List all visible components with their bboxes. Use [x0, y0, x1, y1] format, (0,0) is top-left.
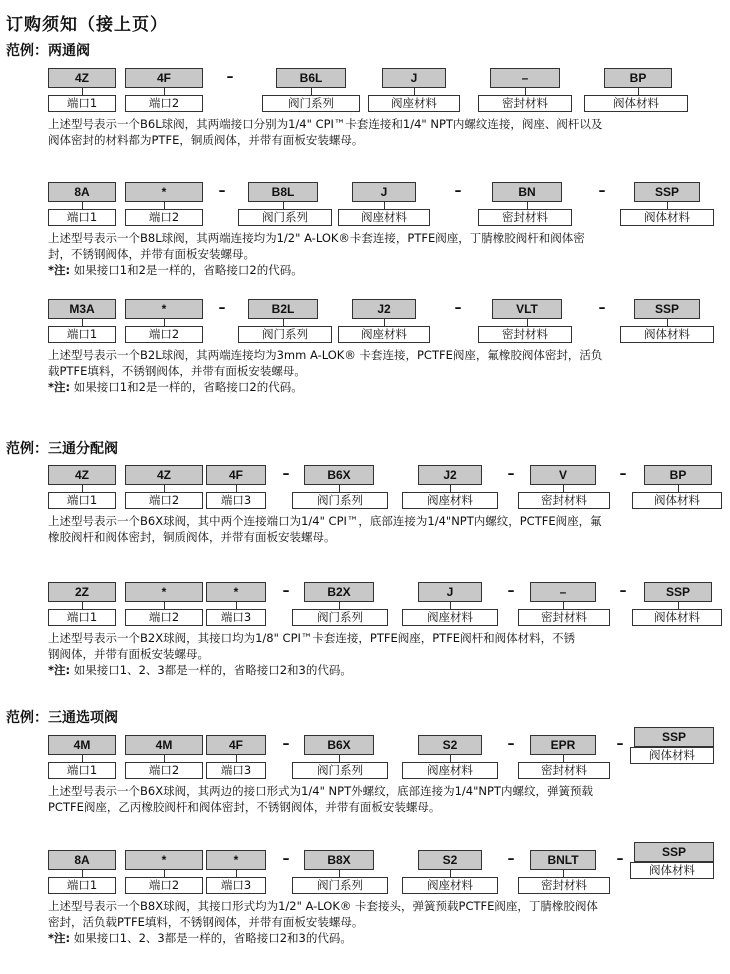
connector-line [450, 485, 451, 492]
connector-line [82, 755, 83, 762]
code-box: M3A [48, 299, 116, 319]
note-line [48, 662, 352, 678]
dash-separator: – [616, 851, 624, 867]
connector-line [164, 485, 165, 492]
field-label: 端口1 [48, 762, 116, 779]
field-label: 阀体材料 [620, 209, 714, 226]
note-text: 如果接口1和2是一样的，省略接口2的代码。 [70, 380, 303, 394]
description-line: 上述型号表示一个B2L球阀，其两端连接均为3mm A-LOK® 卡套连接，PCTFE阀座，氟橡胶阀体密封，活负 [48, 348, 603, 362]
code-box: V [530, 465, 596, 485]
connector-line [563, 485, 564, 492]
field-label: 密封材料 [518, 609, 610, 626]
connector-line [283, 202, 284, 209]
field-label: 端口3 [206, 492, 266, 509]
code-box: S2 [418, 735, 482, 755]
connector-line [236, 602, 237, 609]
connector-line [450, 870, 451, 877]
description-line: 钢阀体，并带有面板安装螺母。 [48, 647, 209, 661]
field-label: 密封材料 [518, 492, 610, 509]
code-box: BP [604, 68, 672, 88]
field-label: 阀座材料 [402, 609, 498, 626]
dash-separator: – [218, 300, 226, 316]
field-label: 阀体材料 [620, 326, 714, 343]
code-box: VLT [492, 299, 562, 319]
code-box: B2X [304, 582, 374, 602]
connector-line [638, 88, 639, 95]
code-box: * [125, 850, 203, 870]
field-label: 端口3 [206, 762, 266, 779]
code-box: S2 [418, 850, 482, 870]
connector-line [82, 88, 83, 95]
code-box: SSP [634, 842, 714, 862]
dash-separator: – [598, 183, 606, 199]
field-label: 阀座材料 [402, 877, 498, 894]
code-box: * [125, 582, 203, 602]
field-label: 端口2 [125, 209, 203, 226]
field-label: 端口3 [206, 609, 266, 626]
connector-line [339, 755, 340, 762]
field-label: 端口2 [125, 95, 203, 112]
connector-line [164, 202, 165, 209]
connector-line [563, 755, 564, 762]
note-line [48, 930, 352, 946]
code-box: EPR [530, 735, 596, 755]
code-box: 4F [206, 465, 266, 485]
connector-line [164, 602, 165, 609]
note-prefix: *注: [48, 931, 71, 945]
field-label: 阀座材料 [338, 326, 430, 343]
connector-line [384, 202, 385, 209]
field-label: 阀体材料 [584, 95, 688, 112]
code-box: B6X [304, 465, 374, 485]
field-label: 端口2 [125, 877, 203, 894]
dash-separator: – [619, 466, 627, 482]
dash-separator: – [507, 466, 515, 482]
code-box: BP [644, 465, 712, 485]
note-line [48, 379, 303, 395]
description-line: 阀体密封的材料都为PTFE，铜质阀体，并带有面板安装螺母。 [48, 133, 364, 147]
field-label: 阀门系列 [292, 762, 388, 779]
code-box: * [206, 582, 266, 602]
field-label: 密封材料 [518, 877, 610, 894]
dash-separator: – [454, 300, 462, 316]
dash-separator: – [282, 583, 290, 599]
field-label: 阀门系列 [292, 609, 388, 626]
field-label: 端口1 [48, 492, 116, 509]
field-label: 端口3 [206, 877, 266, 894]
code-box: B6X [304, 735, 374, 755]
field-label: 端口1 [48, 877, 116, 894]
description-line: 上述型号表示一个B8L球阀，其两端连接均为1/2" A-LOK®卡套连接，PTFE阀座，丁腈橡胶阀杆和阀体密 [48, 231, 585, 245]
connector-line [384, 319, 385, 326]
dash-separator: – [226, 69, 234, 85]
dash-separator: – [507, 583, 515, 599]
code-box: J [418, 582, 482, 602]
field-label: 阀门系列 [262, 95, 360, 112]
connector-line [525, 88, 526, 95]
dash-separator: – [282, 466, 290, 482]
field-label: 密封材料 [478, 326, 572, 343]
connector-line [527, 319, 528, 326]
field-label: 阀座材料 [402, 762, 498, 779]
description-line: 载PTFE填料，不锈钢阀体，并带有面板安装螺母。 [48, 364, 306, 378]
field-label: 端口1 [48, 609, 116, 626]
description-line: 上述型号表示一个B2X球阀，其接口均为1/8" CPI™卡套连接，PTFE阀座，PTFE阀杆和阀体材料，不锈 [48, 631, 576, 645]
field-label: 阀体材料 [630, 862, 714, 879]
connector-line [678, 602, 679, 609]
field-label: 阀门系列 [238, 326, 332, 343]
connector-line [339, 870, 340, 877]
code-box: 8A [48, 850, 116, 870]
code-box: 4F [206, 735, 266, 755]
field-label: 端口2 [125, 492, 203, 509]
field-label: 端口2 [125, 609, 203, 626]
code-box: 8A [48, 182, 116, 202]
dash-separator: – [282, 851, 290, 867]
connector-line [236, 755, 237, 762]
code-box: * [125, 182, 203, 202]
description-line: 上述型号表示一个B6X球阀，其两边的接口形式为1/4" NPT外螺纹，底部连接为1/4"NPT内螺纹，弹簧预载 [48, 784, 593, 798]
connector-line [236, 870, 237, 877]
connector-line [164, 88, 165, 95]
field-label: 阀门系列 [238, 209, 332, 226]
connector-line [450, 755, 451, 762]
field-label: 阀门系列 [292, 492, 388, 509]
field-label: 端口1 [48, 95, 116, 112]
field-label: 密封材料 [478, 209, 572, 226]
connector-line [82, 870, 83, 877]
connector-line [82, 485, 83, 492]
field-label: 端口1 [48, 209, 116, 226]
code-box: B8L [248, 182, 318, 202]
note-prefix: *注: [48, 663, 71, 677]
note-text: 如果接口1和2是一样的，省略接口2的代码。 [70, 263, 303, 277]
connector-line [339, 602, 340, 609]
description-line: 上述型号表示一个B6X球阀，其中两个连接端口为1/4" CPI™，底部连接为1/4"NPT内螺纹，PCTFE阀座，氟 [48, 514, 602, 528]
code-box: J2 [352, 299, 416, 319]
dash-separator: – [454, 183, 462, 199]
code-box: BNLT [530, 850, 596, 870]
field-label: 阀体材料 [632, 492, 722, 509]
connector-line [236, 485, 237, 492]
section-heading: 范例：三通分配阀 [6, 441, 118, 457]
connector-line [164, 755, 165, 762]
section-heading: 范例：两通阀 [6, 43, 90, 59]
field-label: 阀体材料 [632, 609, 722, 626]
code-box: 4F [125, 68, 203, 88]
note-text: 如果接口1、2、3都是一样的，省略接口2和3的代码。 [70, 663, 352, 677]
connector-line [311, 88, 312, 95]
field-label: 密封材料 [478, 95, 572, 112]
note-prefix: *注: [48, 380, 71, 394]
code-box: 4Z [48, 465, 116, 485]
dash-separator: – [282, 736, 290, 752]
field-label: 阀座材料 [402, 492, 498, 509]
code-box: SSP [644, 582, 712, 602]
code-box: – [530, 582, 596, 602]
note-line [48, 262, 303, 278]
page-title: 订购须知（接上页） [6, 15, 168, 35]
code-box: 4Z [48, 68, 116, 88]
description-line: 上述型号表示一个B6L球阀，其两端接口分别为1/4" CPI™卡套连接和1/4" NPT内螺纹连接，阀座、阀杆以及 [48, 117, 603, 131]
connector-line [527, 202, 528, 209]
dash-separator: – [619, 583, 627, 599]
code-box: J2 [418, 465, 482, 485]
description-line: 橡胶阀杆和阀体密封，铜质阀体，并带有面板安装螺母。 [48, 530, 336, 544]
field-label: 阀座材料 [338, 209, 430, 226]
code-box: J [382, 68, 446, 88]
code-box: B8X [304, 850, 374, 870]
connector-line [82, 202, 83, 209]
code-box: 2Z [48, 582, 116, 602]
connector-line [563, 870, 564, 877]
connector-line [414, 88, 415, 95]
field-label: 密封材料 [518, 762, 610, 779]
connector-line [667, 319, 668, 326]
description-line: PCTFE阀座，乙丙橡胶阀杆和阀体密封，不锈钢阀体，并带有面板安装螺母。 [48, 800, 441, 814]
code-box: SSP [634, 182, 700, 202]
description-line: 密封，活负载PTFE填料，不锈钢阀体，并带有面板安装螺母。 [48, 915, 364, 929]
note-text: 如果接口1、2、3都是一样的，省略接口2和3的代码。 [70, 931, 352, 945]
code-box: 4M [48, 735, 116, 755]
code-box: SSP [634, 727, 714, 747]
connector-line [339, 485, 340, 492]
dash-separator: – [218, 183, 226, 199]
connector-line [164, 319, 165, 326]
connector-line [82, 319, 83, 326]
field-label: 端口2 [125, 762, 203, 779]
section-heading: 范例：三通选项阀 [6, 710, 118, 726]
description-line: 封，不锈钢阀体，并带有面板安装螺母。 [48, 247, 255, 261]
connector-line [667, 202, 668, 209]
field-label: 端口2 [125, 326, 203, 343]
field-label: 端口1 [48, 326, 116, 343]
note-prefix: *注: [48, 263, 71, 277]
dash-separator: – [598, 300, 606, 316]
field-label: 阀座材料 [368, 95, 460, 112]
description-line: 上述型号表示一个B8X球阀，其接口形式均为1/2" A-LOK® 卡套接头，弹簧预载PCTFE阀座，丁腈橡胶阀体 [48, 899, 598, 913]
code-box: 4M [125, 735, 203, 755]
field-label: 阀体材料 [630, 747, 714, 764]
code-box: – [490, 68, 560, 88]
connector-line [164, 870, 165, 877]
connector-line [283, 319, 284, 326]
code-box: B2L [248, 299, 318, 319]
connector-line [678, 485, 679, 492]
dash-separator: – [616, 736, 624, 752]
field-label: 阀门系列 [292, 877, 388, 894]
dash-separator: – [507, 736, 515, 752]
code-box: BN [492, 182, 562, 202]
code-box: 4Z [125, 465, 203, 485]
code-box: * [125, 299, 203, 319]
code-box: * [206, 850, 266, 870]
connector-line [563, 602, 564, 609]
code-box: B6L [276, 68, 346, 88]
dash-separator: – [507, 851, 515, 867]
connector-line [82, 602, 83, 609]
code-box: SSP [634, 299, 700, 319]
code-box: J [352, 182, 416, 202]
connector-line [450, 602, 451, 609]
